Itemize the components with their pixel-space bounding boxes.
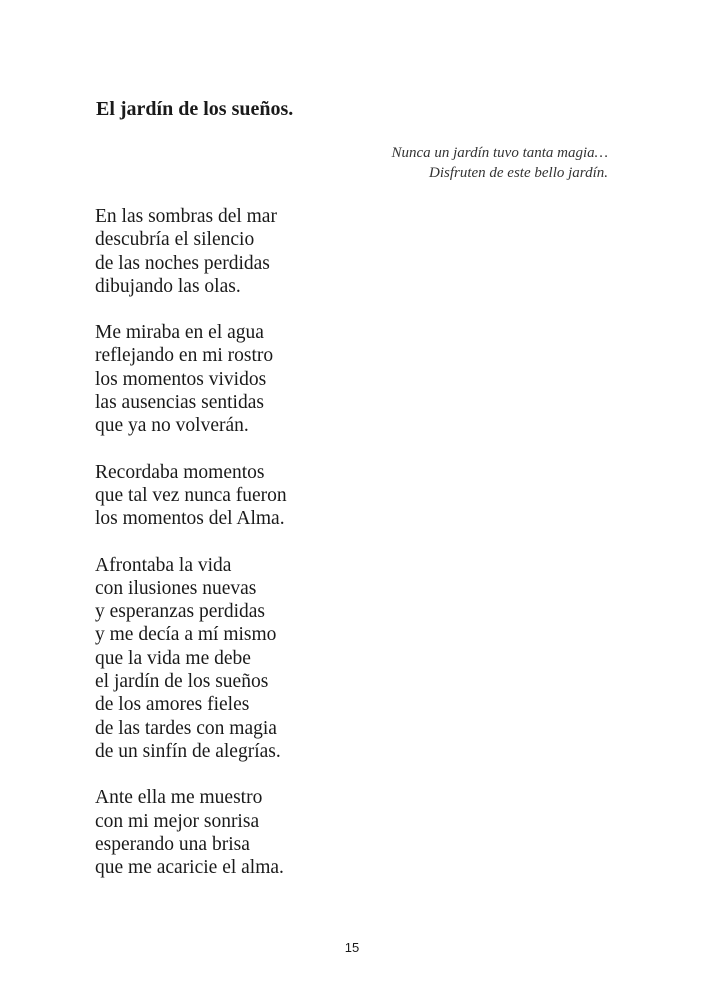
epigraph-line: Disfruten de este bello jardín. [428,165,608,181]
verse-line: que ya no volverán. [95,415,249,437]
verse-line: dibujando las olas. [95,275,241,297]
stanza [95,321,287,437]
stanza [95,461,287,531]
stanza [95,786,287,879]
verse-line: de los amores fieles [95,694,250,716]
verse-line: En las sombras del mar [95,206,277,227]
verse-line: Ante ella me muestro [95,787,263,809]
stanza [95,205,287,298]
verse-line: de las noches perdidas [95,252,270,274]
epigraph-line: Nunca un jardín tuvo tanta magia… [391,145,608,161]
verse-line: las ausencias sentidas [95,392,264,414]
verse-line: el jardín de los sueños [95,671,269,693]
verse-line: Me miraba en el agua [95,322,264,344]
stanza [95,554,287,764]
verse-line: que tal vez nunca fueron [95,484,287,506]
verse-line: descubría el silencio [95,229,255,251]
epigraph [391,143,608,183]
verse-line: de un sinfín de alegrías. [95,740,281,762]
poem-title: El jardín de los sueños. [96,98,294,120]
verse-line: esperando una brisa [95,833,250,855]
verse-line: que me acaricie el alma. [95,857,284,879]
verse-line: con ilusiones nuevas [95,577,257,599]
verse-line: reflejando en mi rostro [95,345,274,367]
verse-line: con mi mejor sonrisa [95,810,260,832]
verse-line: los momentos vividos [95,368,267,390]
poem-body [95,205,287,902]
verse-line: que la vida me debe [95,647,251,669]
verse-line: y esperanzas perdidas [95,601,266,623]
verse-line: de las tardes con magia [95,717,277,739]
page-number: 15 [344,940,360,955]
verse-line: los momentos del Alma. [95,508,285,530]
verse-line: Recordaba momentos [95,461,265,483]
verse-line: Afrontaba la vida [95,554,232,576]
verse-line: y me decía a mí mismo [95,624,277,646]
